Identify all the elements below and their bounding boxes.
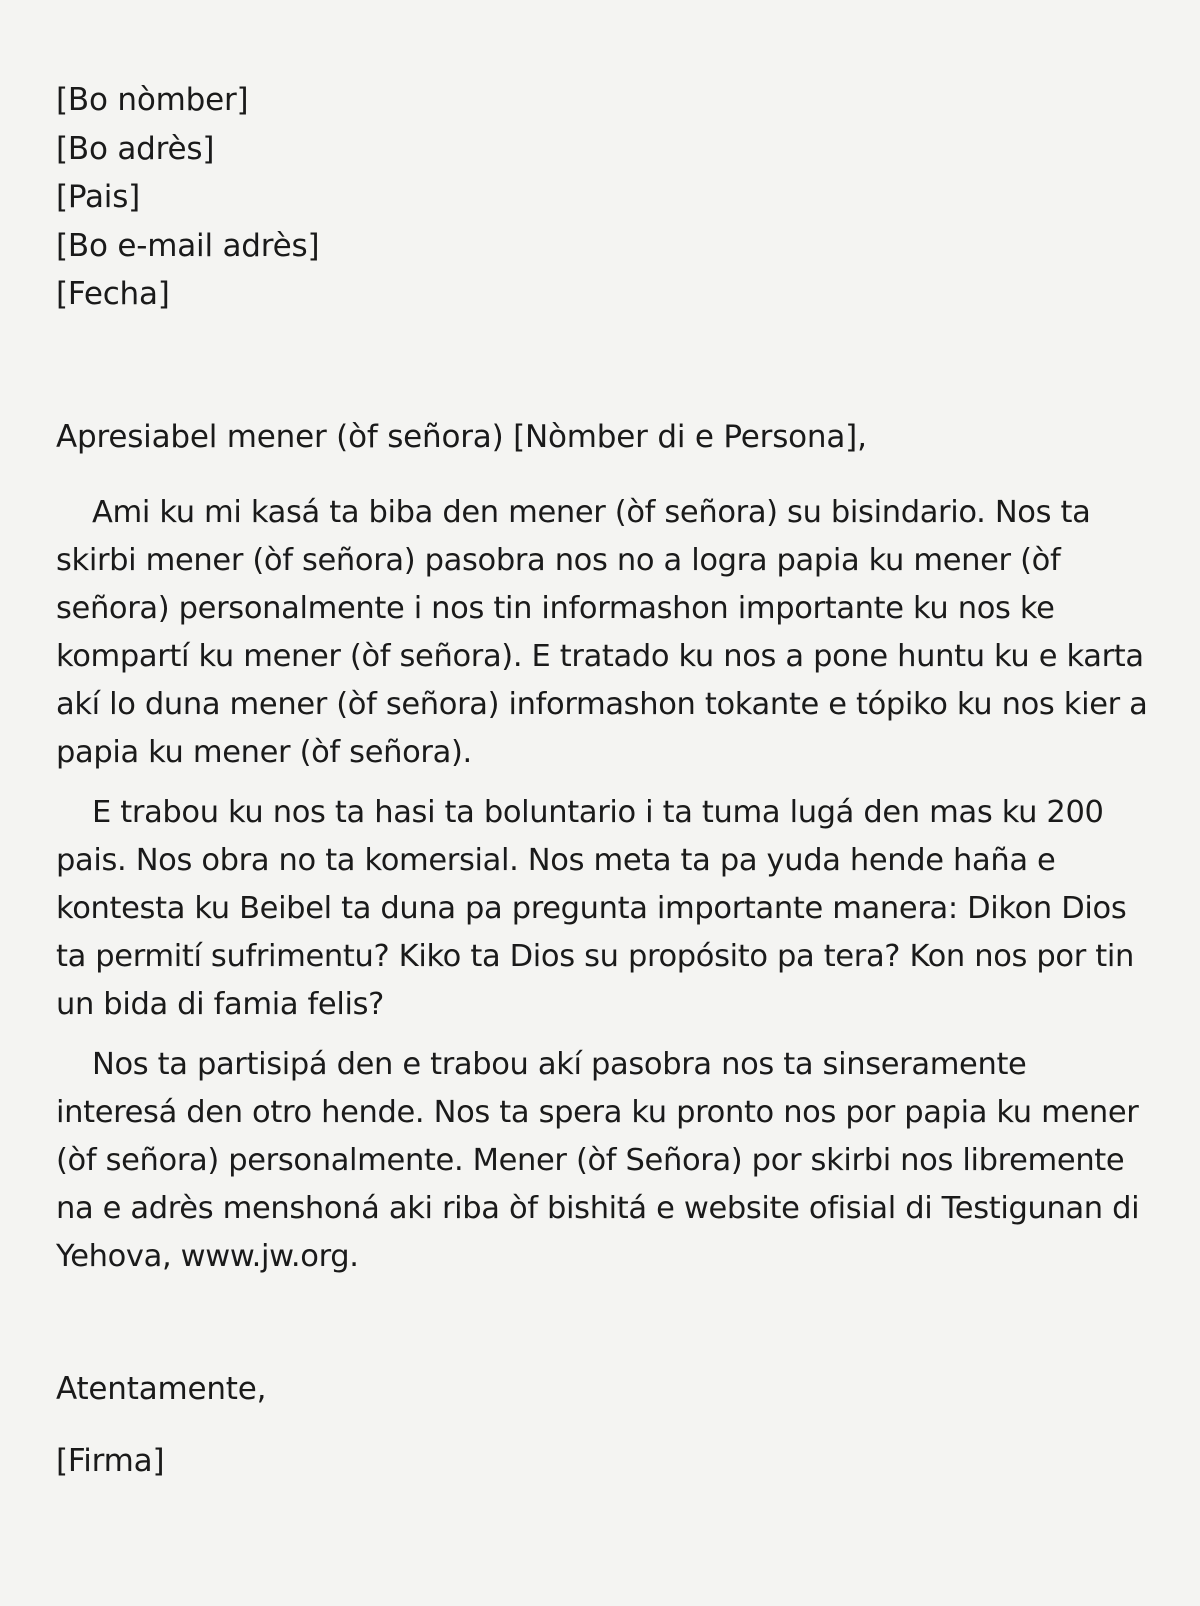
letter-body — [56, 489, 1151, 1281]
sender-country: [Pais] — [56, 179, 141, 215]
body-paragraph-2: E trabou ku nos ta hasi ta boluntario i ta tuma lugá den mas ku 200 pais. Nos obra no ta komersial. Nos meta ta pa yuda hende haña e kontesta ku Beibel ta duna pa pregunta importante manera: Dikon Dios ta permití sufrimentu? Kiko ta Dios su propósito pa tera? Kon nos por tin un bida di famia felis? — [56, 794, 1134, 1022]
sender-address: [Bo adrès] — [56, 130, 215, 167]
closing: Atentamente, — [56, 1370, 267, 1407]
body-paragraph-3: Nos ta partisipá den e trabou akí pasobra nos ta sinseramente interesá den otro hende. Nos ta spera ku pronto nos por papia ku mener (òf señora) personalmente. Mener (òf Señora) por skirbi nos libremente na e adrès menshoná aki riba òf bishitá e website ofisial di Testigunan di Yehova, www.jw.org. — [56, 1046, 1140, 1274]
salutation: Apresiabel mener (òf señora) [Nòmber di e Persona], — [56, 418, 867, 455]
body-paragraph-1: Ami ku mi kasá ta biba den mener (òf señora) su bisindario. Nos ta skirbi mener (òf señora) pasobra nos no a logra papia ku mener (òf señora) personalmente i nos tin informashon importante ku nos ke kompartí ku mener (òf señora). E tratado ku nos a pone huntu ku e karta akí lo duna mener (òf señora) informashon tokante e tópiko ku nos kier a papia ku mener (òf señora). — [56, 494, 1148, 770]
sender-name: [Bo nòmber] — [56, 82, 249, 118]
signature-placeholder: [Firma] — [56, 1442, 165, 1479]
sender-email: [Bo e-mail adrès] — [56, 227, 320, 264]
sender-block — [56, 76, 1144, 319]
letter-date: [Fecha] — [56, 276, 170, 312]
